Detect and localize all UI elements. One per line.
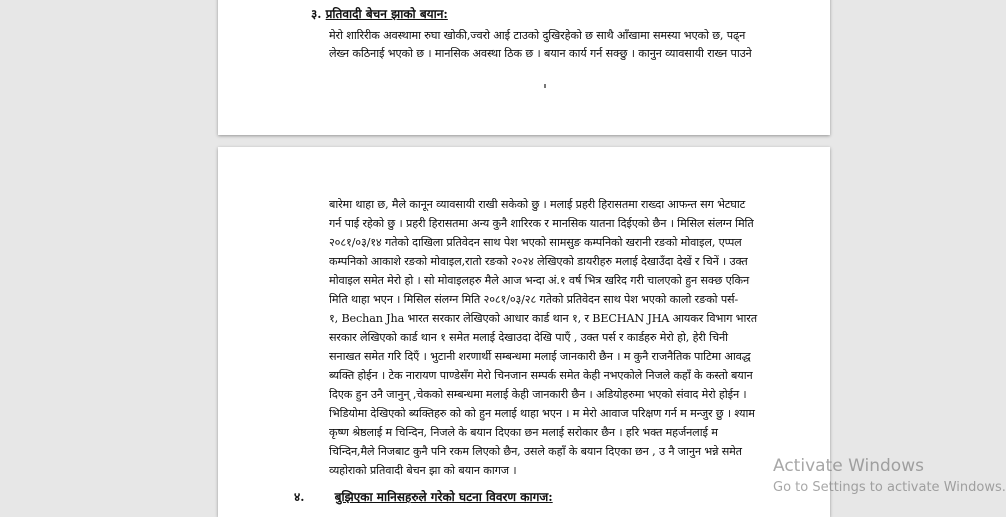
text-line: सनाखत समेत गरि दिएँ । भुटानी शरणार्थी सम्बन्धमा मलाई जानकारी छैन । म कुनै राजनैतिक पाटिमा आवद्ध [329,350,751,363]
section-number: ३. [311,7,322,21]
text-line: २०८१/०३/१४ गतेको दाखिला प्रतिवेदन साथ पेश भएको सामसुङ कम्पनिको खरानी रङको मोवाइल, एप्पल [329,236,742,249]
text-line: दिएक हुन उनै जानुन् ,चेकको सम्बन्धमा मलाई केही जानकारी छैन । अडियोहरुमा भएको संवाद मेरो होईन । [329,388,747,401]
text-line: चिन्दिन,मैले निजबाट कुनै पनि रकम लिएको छैन, उसले कहाँ के बयान दिएका छन , उ नै जानुन भन्ने समेत [329,445,742,458]
text-line: व्यहोराको प्रतिवादी बेचन झा को बयान कागज । [329,464,517,477]
text-line: भिडियोमा देखिएको ब्यक्तिहरु को को हुन मलाई थाहा भएन । म मेरो आवाज परिक्षण गर्न म मन्जुर छु । श्याम [329,407,755,420]
section-heading-4 [294,490,553,504]
activate-windows-subtitle: Go to Settings to activate Windows. [773,480,1006,495]
document-page-1 [218,0,830,135]
activate-windows-title: Activate Windows [773,456,924,476]
section-number: ४. [294,490,305,504]
text-line: मोवाइल समेत मेरो हो । सो मोवाइलहरु मैले आज भन्दा अं.१ वर्ष भित्र खरिद गरी चालएको हुन सक्छ एकिन [329,274,750,287]
stray-mark [544,84,546,88]
section-heading-3 [311,7,448,21]
text-line: कृष्ण श्रेष्ठलाई म चिन्दिन, निजले के बयान दिएका छन मलाई सरोकार छैन । हरि भक्त महर्जनलाई म [329,426,718,439]
section-title: प्रतिवादी बेचन झाको बयान: [325,7,448,21]
section-title: बुझिएका मानिसहरुले गरेको घटना विवरण कागज: [334,490,553,504]
text-line: गर्न पाई रहेको छु । प्रहरी हिरासतमा अन्य कुनै शारिरक र मानसिक यातना दिईएको छैन । मिसिल संलग्न मिति [329,217,754,230]
text-line: कम्पनिको आकाशे रङको मोवाइल,रातो रङको २०२४ लेखिएको डायरीहरु मलाई देखाउँदा देखें र चिनें । उक्त [329,255,748,268]
text-line: १, Bechan Jha भारत सरकार लेखिएको आधार कार्ड थान १, र BECHAN JHA आयकर विभाग भारत [329,312,757,325]
document-page-2 [218,147,830,517]
text-line: मिति थाहा भएन । मिसिल संलग्न मिति २०८१/०३/२८ गतेको प्रतिवेदन साथ पेश भएको कालो रङको पर्स- [329,293,739,306]
text-line: बारेमा थाहा छ, मैले कानून व्यावसायी राखी सकेको छु । मलाई प्रहरी हिरासतमा राख्दा आफन्त सग भेटघाट [329,198,746,211]
text-line: लेख्न कठिनाई भएको छ । मानसिक अवस्था ठिक छ । बयान कार्य गर्न सक्छु । कानुन व्यावसायी राख्न पाउने [329,47,752,60]
text-line: सरकार लेखिएको कार्ड थान १ समेत मलाई देखाउदा देखि पाएँ , उक्त पर्स र कार्डहरु मेरो हो, हेरी चिनी [329,331,728,344]
text-line: मेरो शारिरीक अवस्थामा रुघा खोकी,ज्वरो आई टाउको दुखिरहेको छ साथै आँखामा समस्या भएको छ, पढ्न [329,29,746,42]
text-line: ब्यक्ति होईन । टेक नारायण पाण्डेसँग मेरो चिनजान सम्पर्क समेत केही नभएकोले निजले कहाँ के कस्तो बयान [329,369,753,382]
